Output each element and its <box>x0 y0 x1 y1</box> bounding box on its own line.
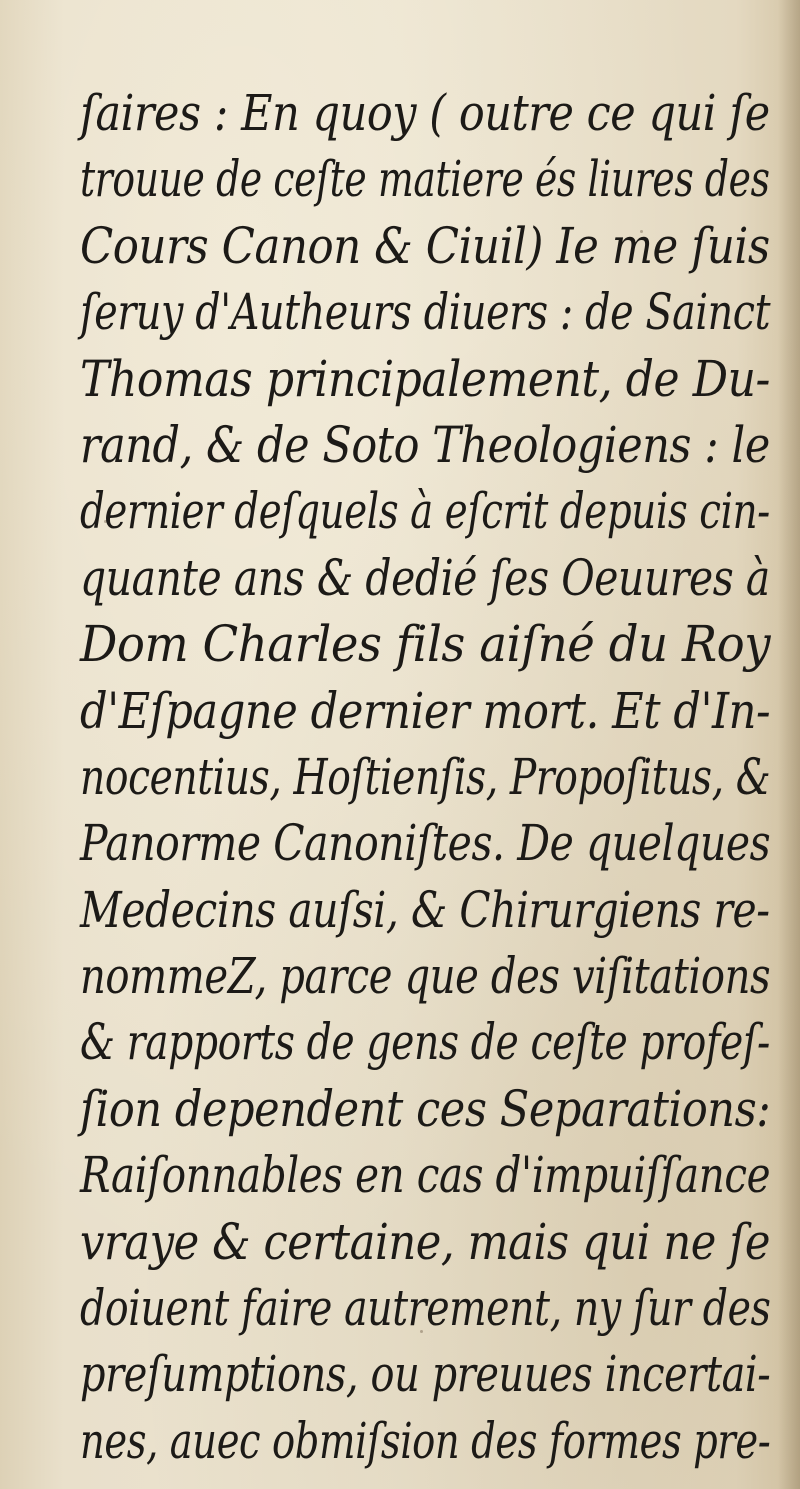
text-line: ſeruy d'Autheurs diuers : de Sainct <box>80 283 771 342</box>
text-line: quante ans & dedié ſes Oeuures à <box>80 548 770 607</box>
text-line: Dom Charles fils aiſné du Roy <box>80 615 771 674</box>
text-line: preſumptions, ou preuues incertai- <box>80 1345 771 1404</box>
body-text <box>80 80 780 1474</box>
text-line: nocentius, Hoſtienſis, Propoſitus, & <box>80 747 771 806</box>
text-line: vraye & certaine, mais qui ne ſe <box>80 1212 771 1271</box>
text-line: trouue de ceſte matiere és liures des <box>80 150 770 209</box>
text-line: Cours Canon & Ciuil) Ie me ſuis <box>80 216 770 275</box>
text-line: nommeZ, parce que des viſitations <box>80 947 771 1006</box>
text-line: ſion dependent ces Separations: <box>80 1079 771 1138</box>
text-line: Medecins auſsi, & Chirurgiens re- <box>80 880 770 939</box>
text-line: Thomas principalement, de Du- <box>80 349 770 408</box>
page-edge-shadow <box>778 0 800 1489</box>
text-line: d'Eſpagne dernier mort. Et d'In- <box>80 681 771 740</box>
text-line: nes, auec obmiſsion des formes pre- <box>80 1411 771 1470</box>
text-line: doiuent faire autrement, ny ſur des <box>80 1279 771 1338</box>
text-line: ſaires : En quoy ( outre ce qui ſe <box>80 84 770 142</box>
text-line: rand, & de Soto Theologiens : le <box>80 415 770 474</box>
text-line: Panorme Canoniſtes. De quelques <box>80 814 771 873</box>
text-line: Raiſonnables en cas d'impuiſſance <box>80 1146 771 1205</box>
text-line: dernier deſquels à eſcrit depuis cin- <box>80 482 770 541</box>
text-line: & rapports de gens de ceſte profeſ- <box>80 1013 770 1072</box>
